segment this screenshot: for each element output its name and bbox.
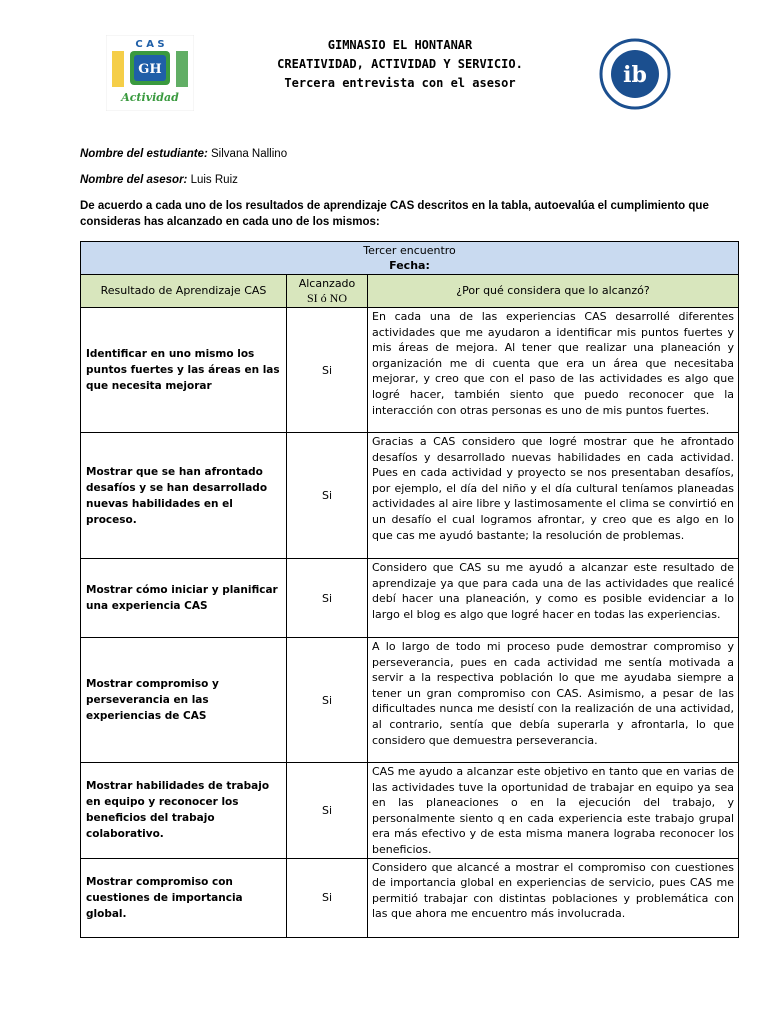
date-label: Fecha: bbox=[389, 259, 430, 272]
outcome-cell: Mostrar compromiso con cuestiones de importancia global. bbox=[81, 858, 287, 937]
reason-cell: A lo largo de todo mi proceso pude demostrar compromiso y perseverancia, pues en cada actividad me sentía motivada a servir a la respectiva población lo que me ayudaba siempre a tener un gran compromiso con CAS. Asimismo, a pesar de las dificultades nunca me desistí con la realización de una actividad, al contrario, sentía que debía superarla y afrontarla, lo que considero que demuestra perseverancia. bbox=[368, 638, 739, 763]
table-row bbox=[81, 858, 739, 937]
achieved-cell: Si bbox=[287, 433, 368, 559]
reason-cell: En cada una de las experiencias CAS desarrollé diferentes actividades que me ayudaron a identificar mis puntos fuertes y mis áreas de mejora. Al tener que realizar una planeación y organización me di cuenta que era un área que necesitaba mejorar, y creo que con el paso de las actividades es algo que logré hacer, también siento que puedo reconocer que la interacción con otras personas es uno de mis puntos fuertes. bbox=[368, 308, 739, 433]
advisor-label: Nombre del asesor: bbox=[80, 174, 188, 186]
col-achieved-label: Alcanzado bbox=[298, 277, 356, 290]
reason-cell: CAS me ayudo a alcanzar este objetivo en tanto que en varias de las actividades tuve la oportunidad de trabajar en equipo ya sea en las planeaciones o en la ejecución del trabajo, y personalmente siento q en cada experiencia este trabajo grupal era más efectivo y de esta misma manera lograba reconocer los beneficios. bbox=[368, 763, 739, 859]
outcome-cell: Mostrar que se han afrontado desafíos y se han desarrollado nuevas habilidades en el proceso. bbox=[81, 433, 287, 559]
table-row bbox=[81, 638, 739, 763]
col-achieved-header bbox=[287, 275, 368, 308]
document-header bbox=[200, 36, 600, 93]
cas-logo bbox=[106, 35, 194, 111]
reason-cell: Gracias a CAS considero que logré mostrar que he afrontado desafíos y desarrollado nuevas habilidades en cada actividad. Pues en cada actividad y proyecto se nos presentaban desafíos, por ejemplo, el día del niño y el día cultural teníamos planeadas actividades al aire libre y lastimosamente el clima se convirtió en un desafío el cual logramos afrontar, y creo que es algo en lo que cas me ayudó bastante; la resolución de problemas. bbox=[368, 433, 739, 559]
achieved-cell: Si bbox=[287, 559, 368, 638]
svg-text:ib: ib bbox=[623, 62, 647, 88]
table-row bbox=[81, 559, 739, 638]
cas-logo-bottom: Actividad bbox=[121, 91, 179, 104]
school-name: GIMNASIO EL HONTANAR bbox=[327, 38, 473, 52]
meeting-row bbox=[81, 242, 739, 275]
col-reason-header: ¿Por qué considera que lo alcanzó? bbox=[368, 275, 739, 308]
cas-logo-mid: GH bbox=[138, 62, 162, 77]
document-subtitle: Tercera entrevista con el asesor bbox=[284, 76, 516, 90]
student-name-row bbox=[80, 148, 287, 160]
cas-logo-top: C A S bbox=[135, 39, 165, 50]
reason-cell: Considero que alcancé a mostrar el compromiso con cuestiones de importancia global en experiencias de servicio, pues CAS me permitió trabajar con distintas poblaciones y problemática con las que ahora me encuentro más involucrada. bbox=[368, 858, 739, 937]
outcome-cell: Mostrar cómo iniciar y planificar una experiencia CAS bbox=[81, 559, 287, 638]
outcome-cell: Identificar en uno mismo los puntos fuertes y las áreas en las que necesita mejorar bbox=[81, 308, 287, 433]
program-name: CREATIVIDAD, ACTIVIDAD Y SERVICIO. bbox=[277, 57, 523, 71]
col-achieved-sub: SI ó NO bbox=[306, 291, 347, 305]
table-row bbox=[81, 763, 739, 859]
meeting-title: Tercer encuentro bbox=[363, 244, 456, 257]
reason-cell: Considero que CAS su me ayudó a alcanzar este resultado de aprendizaje ya que para cada una de las actividades que realicé debí hacer una planeación, y como es posible evidenciar a lo largo el blog es algo que logré hacer en todas las experiencias. bbox=[368, 559, 739, 638]
achieved-cell: Si bbox=[287, 763, 368, 859]
achieved-cell: Si bbox=[287, 858, 368, 937]
student-label: Nombre del estudiante: bbox=[80, 148, 208, 160]
outcome-cell: Mostrar compromiso y perseverancia en las experiencias de CAS bbox=[81, 638, 287, 763]
advisor-name: Luis Ruiz bbox=[190, 174, 238, 186]
advisor-name-row bbox=[80, 174, 238, 186]
cas-outcomes-table bbox=[80, 241, 739, 938]
col-outcome-header: Resultado de Aprendizaje CAS bbox=[81, 275, 287, 308]
table-row bbox=[81, 433, 739, 559]
meeting-cell bbox=[81, 242, 739, 275]
table-header-row bbox=[81, 275, 739, 308]
ib-logo bbox=[598, 37, 672, 111]
achieved-cell: Si bbox=[287, 638, 368, 763]
achieved-cell: Si bbox=[287, 308, 368, 433]
instructions: De acuerdo a cada uno de los resultados de aprendizaje CAS descritos en la tabla, autoevalúa el cumplimiento que consideras has alcanzado en cada uno de los mismos: bbox=[80, 200, 709, 228]
table-row bbox=[81, 308, 739, 433]
outcome-cell: Mostrar habilidades de trabajo en equipo y reconocer los beneficios del trabajo colaborativo. bbox=[81, 763, 287, 859]
student-name: Silvana Nallino bbox=[211, 148, 288, 160]
